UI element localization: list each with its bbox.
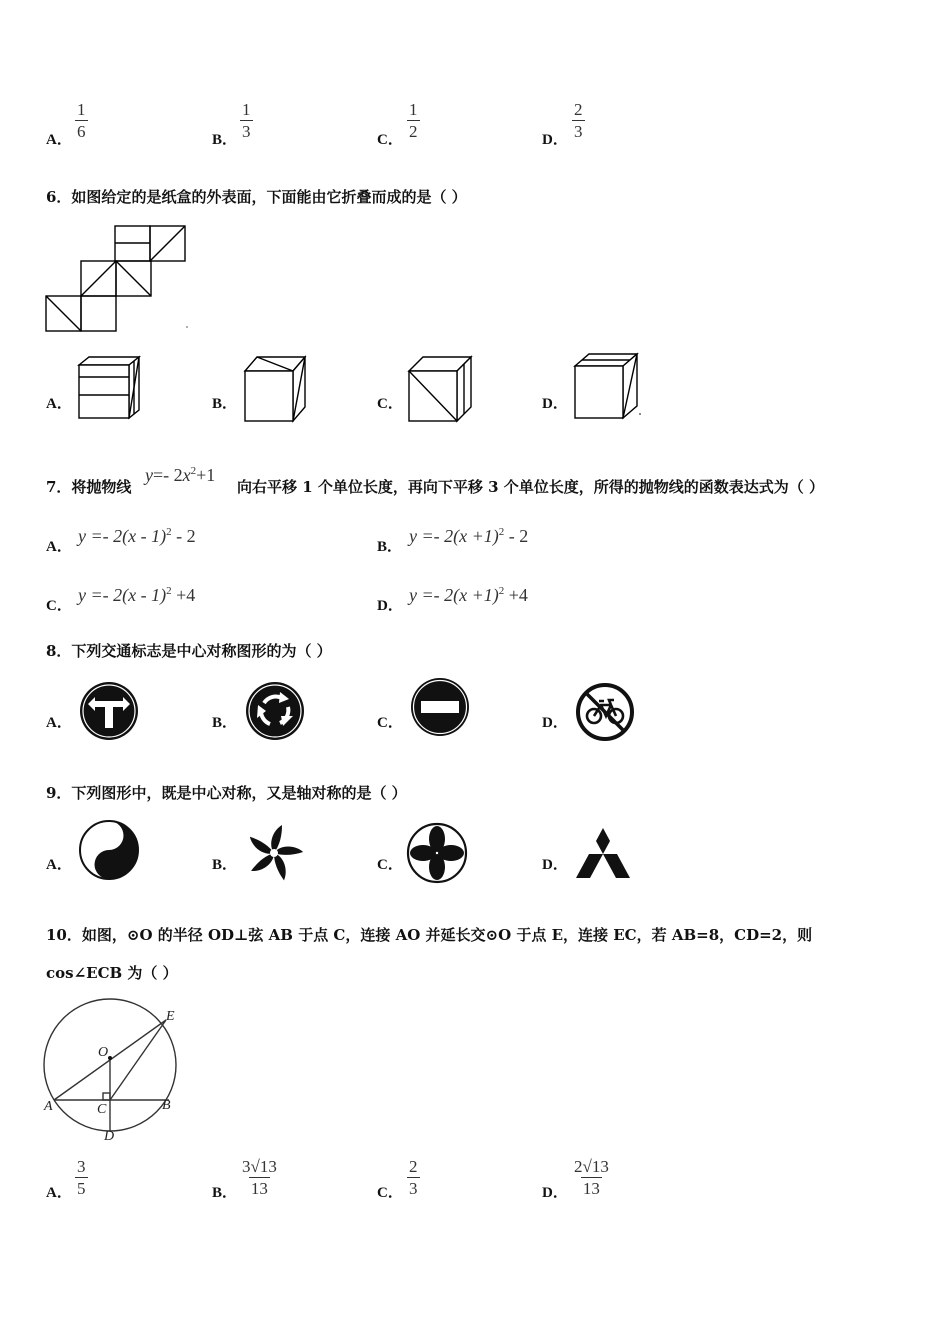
q7-option-b-label[interactable]: B． (377, 539, 403, 555)
three-diamonds-icon[interactable] (572, 826, 634, 882)
expr: y =- 2(x +1) (409, 526, 499, 546)
numerator: 1 (242, 100, 251, 119)
denominator: 13 (582, 1179, 600, 1198)
roundabout-sign-icon[interactable] (244, 680, 306, 742)
q8-option-a-label[interactable]: A． (46, 715, 72, 731)
label-o: O (98, 1045, 109, 1060)
q5-option-c-label[interactable]: C． (377, 132, 403, 148)
tail: +4 (171, 585, 196, 605)
numerator: 3√13 (242, 1157, 277, 1176)
exponent: 2 (498, 585, 505, 597)
tail: +4 (504, 585, 528, 605)
numerator: 3 (77, 1157, 86, 1176)
q7-option-c-label[interactable]: C． (46, 598, 72, 614)
q5-option-d-fraction (572, 101, 585, 141)
no-bicycles-sign-icon[interactable] (574, 681, 636, 743)
q6-option-a-label[interactable]: A． (46, 396, 72, 412)
formula-x: x (182, 465, 191, 485)
label-c: C (97, 1102, 107, 1117)
q7-option-b-expression[interactable] (409, 526, 528, 547)
label-b: B (162, 1098, 171, 1113)
q9-option-b-label[interactable]: B． (212, 857, 238, 873)
q7-question-suffix: 向右平移 1 个单位长度，再向下平移 3 个单位长度，所得的抛物线的函数表达式为（ ） (237, 478, 824, 496)
denominator: 3 (409, 1179, 418, 1198)
q5-option-b-label[interactable]: B． (212, 132, 238, 148)
denominator: 3 (242, 122, 251, 141)
q10-question-line1: 10．如图，⊙O 的半径 OD⊥弦 AB 于点 C，连接 AO 并延长交⊙O 于点 E，连接 EC，若 AB=8，CD=2，则 (46, 926, 813, 944)
label-a: A (44, 1099, 53, 1114)
denominator: 3 (574, 122, 583, 141)
denominator: 6 (77, 122, 86, 141)
expr: y =- 2(x +1) (409, 585, 499, 605)
numerator: 1 (77, 100, 86, 119)
q5-option-a-fraction (75, 101, 88, 141)
denominator: 13 (250, 1179, 268, 1198)
q9-option-a-label[interactable]: A． (46, 857, 72, 873)
expr: y =- 2(x - 1) (78, 585, 167, 605)
formula-y: y (145, 465, 153, 485)
numerator: 1 (409, 100, 418, 119)
q10-option-d-label[interactable]: D． (542, 1185, 568, 1201)
q7-parabola-formula (145, 465, 215, 486)
q6-option-d-label[interactable]: D． (542, 396, 568, 412)
q6-option-a-cube[interactable] (76, 355, 144, 423)
tail: - 2 (504, 526, 529, 546)
q6-option-d-cube[interactable] (572, 352, 644, 424)
exponent: 2 (498, 526, 505, 538)
q9-option-c-label[interactable]: C． (377, 857, 403, 873)
formula-eq: =- 2 (153, 465, 183, 485)
exponent: 2 (166, 585, 172, 597)
pinwheel-flower-icon[interactable] (242, 821, 306, 885)
expr: y =- 2(x - 1) (78, 526, 167, 546)
q6-option-c-label[interactable]: C． (377, 396, 403, 412)
q5-option-c-fraction (407, 101, 420, 141)
q7-option-a-label[interactable]: A． (46, 539, 72, 555)
q10-option-d-fraction (572, 1158, 611, 1198)
q7-option-d-expression[interactable] (409, 585, 528, 606)
exponent: 2 (166, 526, 172, 538)
q5-option-a-label[interactable]: A． (46, 132, 72, 148)
q5-option-d-label[interactable]: D． (542, 132, 568, 148)
q10-question-line2: cos∠ECB 为（ ） (46, 964, 178, 982)
q8-question: 8．下列交通标志是中心对称图形的为（ ） (46, 642, 332, 660)
formula-exponent: 2 (190, 465, 197, 477)
q10-option-b-fraction (240, 1158, 279, 1198)
turn-left-right-sign-icon[interactable] (78, 680, 140, 742)
numerator: 2 (574, 100, 583, 119)
four-leaf-circle-icon[interactable] (406, 822, 468, 884)
formula-tail: +1 (196, 465, 216, 485)
q6-option-c-cube[interactable] (406, 355, 476, 425)
q7-option-c-expression[interactable] (78, 585, 195, 606)
tail: - 2 (171, 526, 196, 546)
q10-option-a-label[interactable]: A． (46, 1185, 72, 1201)
numerator: 2√13 (574, 1157, 609, 1176)
q6-option-b-label[interactable]: B． (212, 396, 238, 412)
q8-option-c-label[interactable]: C． (377, 715, 403, 731)
q10-option-c-label[interactable]: C． (377, 1185, 403, 1201)
q6-net-figure (46, 226, 191, 336)
q10-option-b-label[interactable]: B． (212, 1185, 238, 1201)
label-d: D (104, 1129, 115, 1144)
no-entry-sign-icon[interactable] (409, 676, 471, 738)
q7-option-d-label[interactable]: D． (377, 598, 403, 614)
q9-option-d-label[interactable]: D． (542, 857, 568, 873)
denominator: 2 (409, 122, 418, 141)
label-e: E (166, 1009, 175, 1024)
q6-option-b-cube[interactable] (242, 355, 310, 423)
numerator: 2 (409, 1157, 418, 1176)
denominator: 5 (77, 1179, 86, 1198)
q10-option-a-fraction (75, 1158, 88, 1198)
q10-circle-figure (42, 996, 187, 1146)
q9-question: 9．下列图形中，既是中心对称，又是轴对称的是（ ） (46, 784, 407, 802)
q8-option-b-label[interactable]: B． (212, 715, 238, 731)
q6-question: 6．如图给定的是纸盒的外表面，下面能由它折叠而成的是（ ） (46, 188, 467, 206)
q7-option-a-expression[interactable] (78, 526, 196, 547)
yin-yang-icon[interactable] (78, 819, 140, 881)
q10-option-c-fraction (407, 1158, 420, 1198)
q7-question-prefix: 7．将抛物线 (46, 478, 132, 496)
q5-option-b-fraction (240, 101, 253, 141)
q8-option-d-label[interactable]: D． (542, 715, 568, 731)
